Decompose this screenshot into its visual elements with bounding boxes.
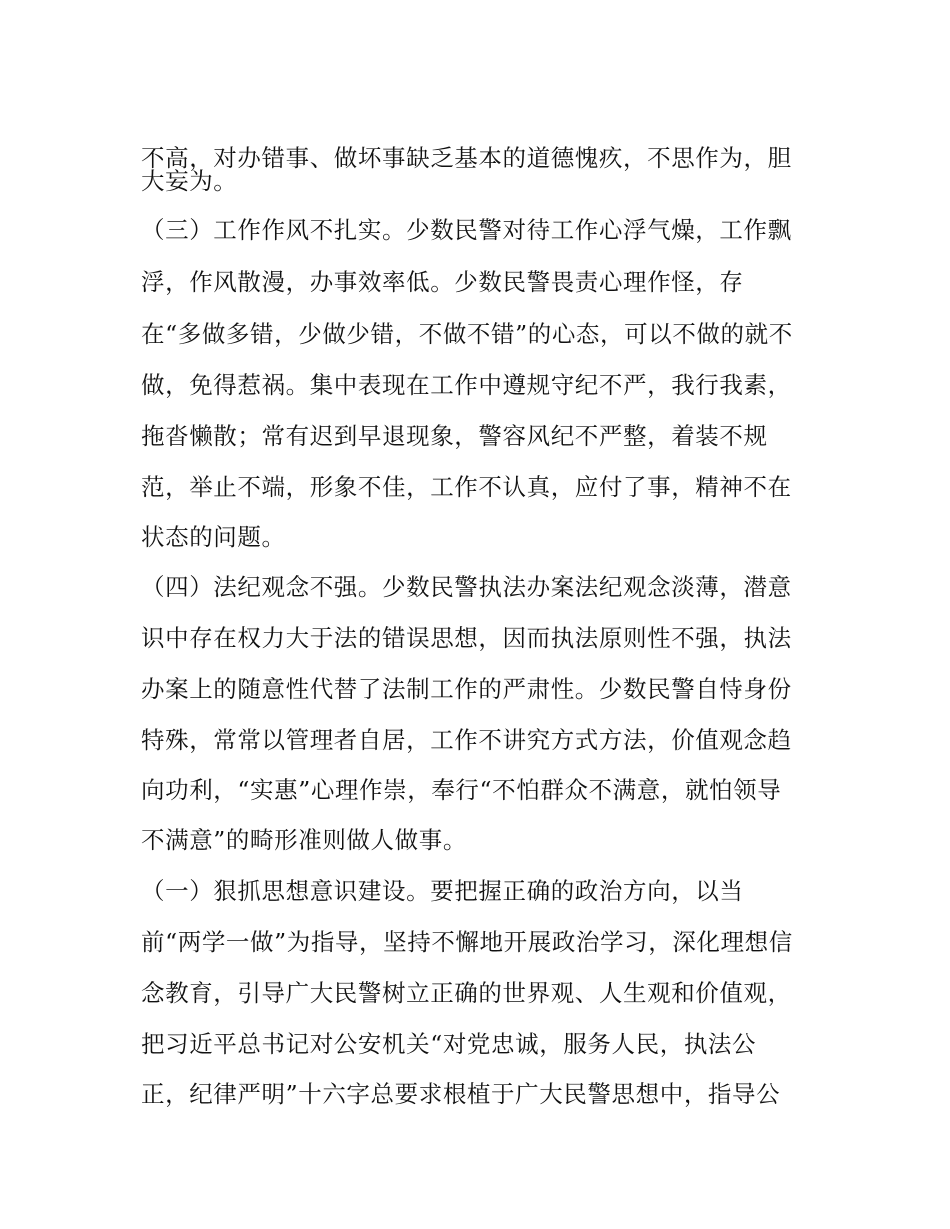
text-line: 做，免得惹祸。集中表现在工作中遵规守纪不严，我行我素，: [141, 371, 792, 399]
text-line: 把习近平总书记对公安机关“对党忠诚，服务人民，执法公: [141, 1030, 757, 1058]
text-line: （一）狠抓思想意识建设。要把握正确的政治方向，以当: [141, 877, 744, 905]
text-line: 不高，对办错事、做坏事缺乏基本的道德愧疚，不思作为，胆: [141, 144, 792, 172]
text-line: 在“多做多错，少做少错，不做不错”的心态，可以不做的就不: [141, 320, 793, 348]
text-line: 向功利，“实惠”心理作崇，奉行“不怕群众不满意，就怕领导: [141, 776, 782, 804]
text-line: （四）法纪观念不强。少数民警执法办案法纪观念淡薄，潜意: [141, 573, 792, 601]
text-line: 浮，作风散漫，办事效率低。少数民警畏责心理作怪，存: [141, 268, 744, 296]
text-line: （三）工作作风不扎实。少数民警对待工作心浮气燥，工作飘: [141, 216, 792, 244]
text-line: 办案上的随意性代替了法制工作的严肃性。少数民警自恃身份: [141, 675, 792, 703]
text-line: 念教育，引导广大民警树立正确的世界观、人生观和价值观，: [141, 979, 792, 1007]
text-line: 状态的问题。: [141, 523, 286, 551]
text-line: 特殊，常常以管理者自居，工作不讲究方式方法，价值观念趋: [141, 726, 792, 754]
text-line: 正，纪律严明”十六字总要求根植于广大民警思想中，指导公: [141, 1080, 781, 1108]
text-line: 识中存在权力大于法的错误思想，因而执法原则性不强，执法: [141, 624, 792, 652]
text-line: 前“两学一做”为指导，坚持不懈地开展政治学习，深化理想信: [141, 928, 793, 956]
text-line: 大妄为。: [141, 167, 238, 195]
text-line: 不满意”的畸形准则做人做事。: [141, 826, 467, 854]
text-line: 拖沓懒散；常有迟到早退现象，警容风纪不严整，着装不规: [141, 422, 768, 450]
text-line: 范，举止不端，形象不佳，工作不认真，应付了事，精神不在: [141, 473, 792, 501]
